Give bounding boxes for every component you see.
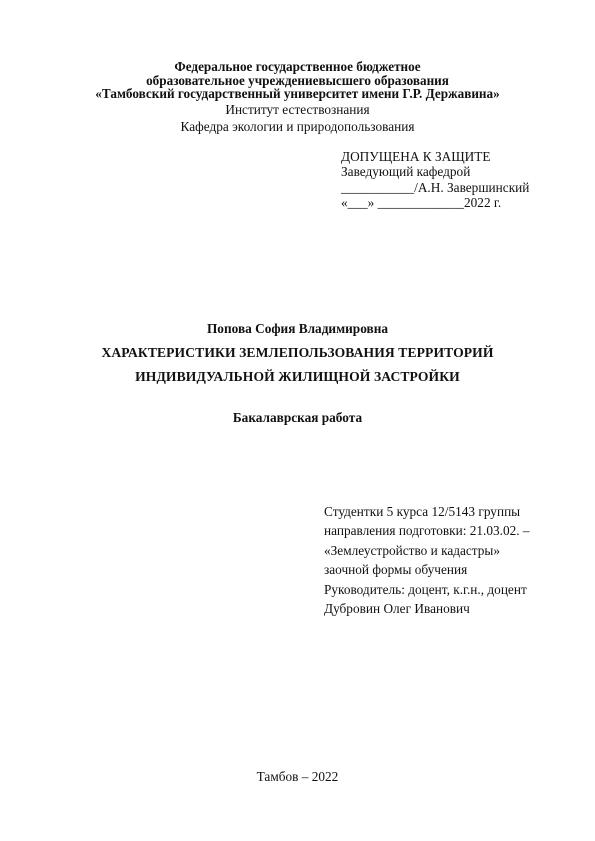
author-name: Попова София Владимировна <box>206 321 389 336</box>
approval-heading: ДОПУЩЕНА К ЗАЩИТЕ <box>341 149 491 164</box>
approval-signature-line: ___________/А.Н. Завершинский <box>341 179 530 195</box>
header-line-1: Федеральное государственное бюджетное <box>174 59 421 74</box>
supervisor-line: Руководитель: доцент, к.г.н., доцент <box>324 581 527 597</box>
header-department: Кафедра экологии и природопользования <box>180 119 415 134</box>
student-info-line-2: направления подготовки: 21.03.02. – <box>324 523 530 539</box>
supervisor-name: Дубровин Олег Иванович <box>324 601 470 617</box>
work-type: Бакалаврская работа <box>232 410 363 425</box>
thesis-title-line-2: ИНДИВИДУАЛЬНОЙ ЖИЛИЩНОЙ ЗАСТРОЙКИ <box>135 369 460 384</box>
approval-block <box>341 149 529 210</box>
student-info-block <box>324 502 530 618</box>
student-info-line-4: заочной формы обучения <box>324 562 468 578</box>
thesis-title-line-1: ХАРАКТЕРИСТИКИ ЗЕМЛЕПОЛЬЗОВАНИЯ ТЕРРИТОРИЙ <box>101 345 494 360</box>
student-info-line-1: Студентки 5 курса 12/5143 группы <box>324 504 521 519</box>
approval-head-role: Заведующий кафедрой <box>341 164 471 180</box>
header-line-2: образовательное учреждениевысшего образования <box>146 73 449 88</box>
footer-city-year: Тамбов – 2022 <box>256 769 339 784</box>
student-info-line-3: «Землеустройство и кадастры» <box>324 542 501 558</box>
header-university: «Тамбовский государственный университет имени Г.Р. Державина» <box>95 86 500 101</box>
approval-date-line: «___» _____________2022 г. <box>341 194 502 210</box>
header-institute: Институт естествознания <box>225 102 370 117</box>
